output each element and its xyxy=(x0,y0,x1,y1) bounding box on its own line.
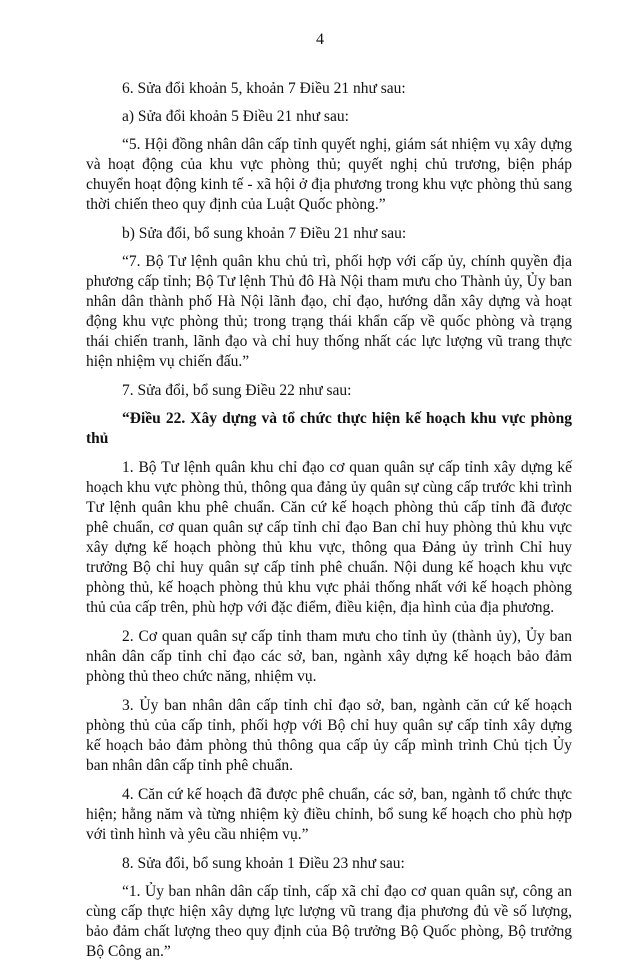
clause-5-text: “5. Hội đồng nhân dân cấp tỉnh quyết nghị, giám sát nhiệm vụ xây dựng và hoạt động của khu vực phòng thủ; quyết nghị chủ trương, biện pháp chuyển hoạt động kinh tế - xã hội ở địa phương trong khu vực phòng thủ sang thời chiến theo quy định của Luật Quốc phòng.” xyxy=(86,136,572,213)
article-22-clause-3: 3. Ủy ban nhân dân cấp tỉnh chỉ đạo sở, ban, ngành căn cứ kế hoạch phòng thủ của cấp tỉnh, phối hợp với Bộ chỉ huy quân sự cấp tỉnh xây dựng kế hoạch bảo đảm phòng thủ thông qua cấp ủy cấp mình trình Chủ tịch Ủy ban nhân dân cấp tỉnh phê chuẩn. xyxy=(86,697,572,774)
article-22-heading: “Điều 22. Xây dựng và tổ chức thực hiện kế hoạch khu vực phòng thủ xyxy=(86,410,572,447)
clause-7-text: “7. Bộ Tư lệnh quân khu chủ trì, phối hợp với cấp ủy, chính quyền địa phương cấp tỉnh; Bộ Tư lệnh Thủ đô Hà Nội tham mưu cho Thành ủy, Ủy ban nhân dân thành phố Hà Nội lãnh đạo, chỉ đạo, hướng dẫn xây dựng và hoạt động khu vực phòng thủ; trong trạng thái khẩn cấp về quốc phòng và trạng thái chiến tranh, lãnh đạo và chỉ huy thống nhất các lực lượng vũ trang thực hiện nhiệm vụ chiến đấu.” xyxy=(86,253,572,370)
section-8-intro: 8. Sửa đổi, bổ sung khoản 1 Điều 23 như sau: xyxy=(122,855,405,872)
article-22-clause-1: 1. Bộ Tư lệnh quân khu chỉ đạo cơ quan quân sự cấp tỉnh xây dựng kế hoạch khu vực phòng thủ, thông qua đảng ủy quân sự cùng cấp trước khi trình Tư lệnh quân khu phê chuẩn. Căn cứ kế hoạch phòng thủ cấp tỉnh đã được phê chuẩn, cơ quan quân sự cấp tỉnh chỉ đạo Ban chỉ huy phòng thủ khu vực xây dựng kế hoạch phòng thủ khu vực, thông qua Đảng ủy trình Chỉ huy trưởng Bộ chỉ huy quân sự cấp tỉnh phê chuẩn. Nội dung kế hoạch khu vực phòng thủ, kế hoạch phòng thủ khu vực phải thống nhất với kế hoạch phòng thủ của cấp trên, phù hợp với đặc điểm, điều kiện, địa hình của địa phương. xyxy=(86,459,572,616)
page-number: 4 xyxy=(316,31,324,48)
section-6-intro: 6. Sửa đổi khoản 5, khoản 7 Điều 21 như sau: xyxy=(122,80,406,97)
article-22-clause-2: 2. Cơ quan quân sự cấp tỉnh tham mưu cho tỉnh ủy (thành ủy), Ủy ban nhân dân cấp tỉnh chỉ đạo các sở, ban, ngành xây dựng kế hoạch bảo đảm phòng thủ theo chức năng, nhiệm vụ. xyxy=(86,628,572,685)
article-22-clause-4: 4. Căn cứ kế hoạch đã được phê chuẩn, các sở, ban, ngành tổ chức thực hiện; hằng năm và từng nhiệm kỳ điều chỉnh, bổ sung kế hoạch cho phù hợp với tình hình và yêu cầu nhiệm vụ.” xyxy=(86,786,572,843)
document-body xyxy=(86,79,572,971)
section-7-intro: 7. Sửa đổi, bổ sung Điều 22 như sau: xyxy=(122,382,352,399)
article-23-clause-1: “1. Ủy ban nhân dân cấp tỉnh, cấp xã chỉ đạo cơ quan quân sự, công an cùng cấp thực hiện xây dựng lực lượng vũ trang địa phương đủ về số lượng, bảo đảm chất lượng theo quy định của Bộ trưởng Bộ Quốc phòng, Bộ trưởng Bộ Công an.” xyxy=(86,883,572,960)
clause-b-intro: b) Sửa đổi, bổ sung khoản 7 Điều 21 như sau: xyxy=(122,225,407,242)
clause-a-intro: a) Sửa đổi khoản 5 Điều 21 như sau: xyxy=(122,108,349,125)
